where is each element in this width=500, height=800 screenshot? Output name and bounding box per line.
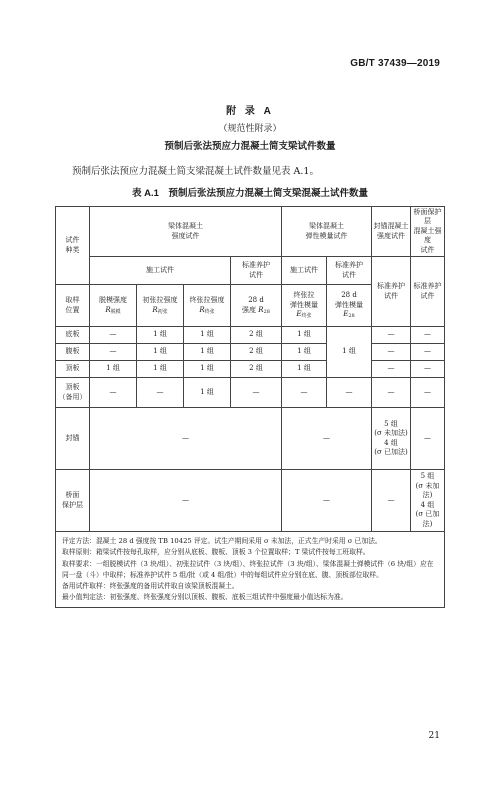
header-beam-strength: 梁体混凝土 强度试件 — [90, 207, 282, 257]
header-standard-cure: 标准养护 试件 — [231, 257, 282, 285]
header-specimen-type: 试件 种类 — [56, 207, 90, 285]
cell-initial: — — [137, 378, 184, 408]
appendix-label: 附 录 A — [226, 106, 274, 117]
table-row — [56, 408, 445, 470]
specimen-table — [55, 206, 445, 608]
cell-demold: — — [90, 378, 137, 408]
cell-r28: 2 组 — [231, 327, 282, 344]
header-sampling-position: 取样 位置 — [56, 285, 90, 327]
row-position: 底板 — [56, 327, 90, 344]
header-deck-strength: 桥面保护层 混凝土强度 试件 — [411, 207, 445, 257]
note-sampling-principle: 取样原则：箱梁试件按每孔取样，应分别从底板、腹板、顶板 3 个位置取样；T 梁试件按每工班取样。 — [62, 548, 370, 557]
cell-final: 1 组 — [184, 344, 231, 361]
cell-strength-merged: — — [90, 470, 282, 532]
table-title: 表 A.1 预制后张法预应力混凝土简支梁混凝土试件数量 — [132, 188, 368, 199]
intro-paragraph: 预制后张法预应力混凝土简支梁混凝土试件数量见表 A.1。 — [72, 166, 319, 177]
note-spare-sampling: 备用试件取样：终张强度的备用试件取自该梁顶板混凝土。 — [62, 582, 239, 590]
cell-anchor: — — [372, 378, 411, 408]
header-construction-elastic: 施工试件 — [282, 257, 327, 285]
row-position: 腹板 — [56, 344, 90, 361]
header-final-tension-modulus: 终张拉 弹性模量 $E_{终张}$ — [282, 285, 327, 327]
cell-r28: 2 组 — [231, 361, 282, 378]
cell-e-final: 1 组 — [282, 344, 327, 361]
header-beam-elastic: 梁体混凝土 弹性模量试件 — [282, 207, 372, 257]
header-anchor-strength: 封锚混凝土 强度试件 — [372, 207, 411, 257]
header-construction: 施工试件 — [90, 257, 231, 285]
table-notes — [56, 532, 445, 608]
cell-anchor: — — [372, 470, 411, 532]
header-28d-modulus: 28 d 弹性模量 $E_{28}$ — [327, 285, 372, 327]
cell-elastic-merged: — — [282, 408, 372, 470]
cell-elastic-merged: — — [282, 470, 372, 532]
cell-demold: — — [90, 344, 137, 361]
header-standard-cure-elastic: 标准养护 试件 — [327, 257, 372, 285]
note-minimum-rule: 最小值判定法：初张强度、终张强度分别以顶板、腹板、底板三组试件中强度最小值达标为准。 — [62, 593, 348, 602]
cell-r28: 2 组 — [231, 344, 282, 361]
cell-demold: — — [90, 327, 137, 344]
cell-anchor: — — [372, 327, 411, 344]
cell-anchor: — — [372, 361, 411, 378]
table-row — [56, 361, 445, 378]
cell-deck: — — [411, 408, 445, 470]
cell-initial: 1 组 — [137, 327, 184, 344]
cell-deck: 5 组 (σ 未加法) 4 组 (σ 已加法) — [411, 470, 445, 532]
cell-final: 1 组 — [184, 378, 231, 408]
header-deck-standard-cure: 标准养护 试件 — [411, 257, 445, 327]
header-anchor-standard-cure: 标准养护 试件 — [372, 257, 411, 327]
cell-r28: — — [231, 378, 282, 408]
row-position: 顶板 （备用） — [56, 378, 90, 408]
cell-strength-merged: — — [90, 408, 282, 470]
cell-e-final: 1 组 — [282, 361, 327, 378]
table-row — [56, 327, 445, 344]
cell-demold: 1 组 — [90, 361, 137, 378]
appendix-title: 预制后张法预应力混凝土简支梁试件数量 — [164, 141, 336, 152]
row-position: 桥面 保护层 — [56, 470, 90, 532]
cell-e28: — — [327, 378, 372, 408]
table-row — [56, 344, 445, 361]
page-number: 21 — [428, 731, 440, 741]
header-28d-strength: 28 d 强度 $R_{28}$ — [231, 285, 282, 327]
header-demold-strength: 脱模强度 $R_{脱模}$ — [90, 285, 137, 327]
cell-final: 1 组 — [184, 327, 231, 344]
cell-e-final: — — [282, 378, 327, 408]
cell-initial: 1 组 — [137, 344, 184, 361]
header-initial-tension-strength: 初张拉强度 $R_{初张}$ — [137, 285, 184, 327]
cell-anchor: — — [372, 344, 411, 361]
standard-number: GB/T 37439—2019 — [350, 58, 440, 69]
table-row — [56, 378, 445, 408]
cell-deck: — — [411, 344, 445, 361]
cell-deck: — — [411, 378, 445, 408]
note-sampling-requirement: 取样要求：一组脱模试件（3 块/组）、初张拉试件（3 块/组）、终张拉试件（3 块/组）、梁体混凝土弹模试件（6 块/组）应在同一盘（斗）中取样；标准养护试件 5 组/批（或 4 组/批）中的每组试件应分别在底、腹、顶板部位取样。 — [62, 559, 434, 579]
cell-deck: — — [411, 361, 445, 378]
note-evaluation: 评定方法：混凝土 28 d 强度按 TB 10425 评定。试生产期间采用 σ 未加法，正式生产时采用 σ 已加法。 — [62, 537, 382, 546]
row-position: 顶板 — [56, 361, 90, 378]
table-row — [56, 470, 445, 532]
cell-final: 1 组 — [184, 361, 231, 378]
cell-initial: 1 组 — [137, 361, 184, 378]
cell-e-final: 1 组 — [282, 327, 327, 344]
appendix-type: （规范性附录） — [218, 123, 282, 133]
cell-anchor: 5 组 (σ 未加法) 4 组 (σ 已加法) — [372, 408, 411, 470]
row-position: 封锚 — [56, 408, 90, 470]
cell-deck: — — [411, 327, 445, 344]
cell-e28-merged: 1 组 — [327, 327, 372, 378]
header-final-tension-strength: 终张拉强度 $R_{终张}$ — [184, 285, 231, 327]
